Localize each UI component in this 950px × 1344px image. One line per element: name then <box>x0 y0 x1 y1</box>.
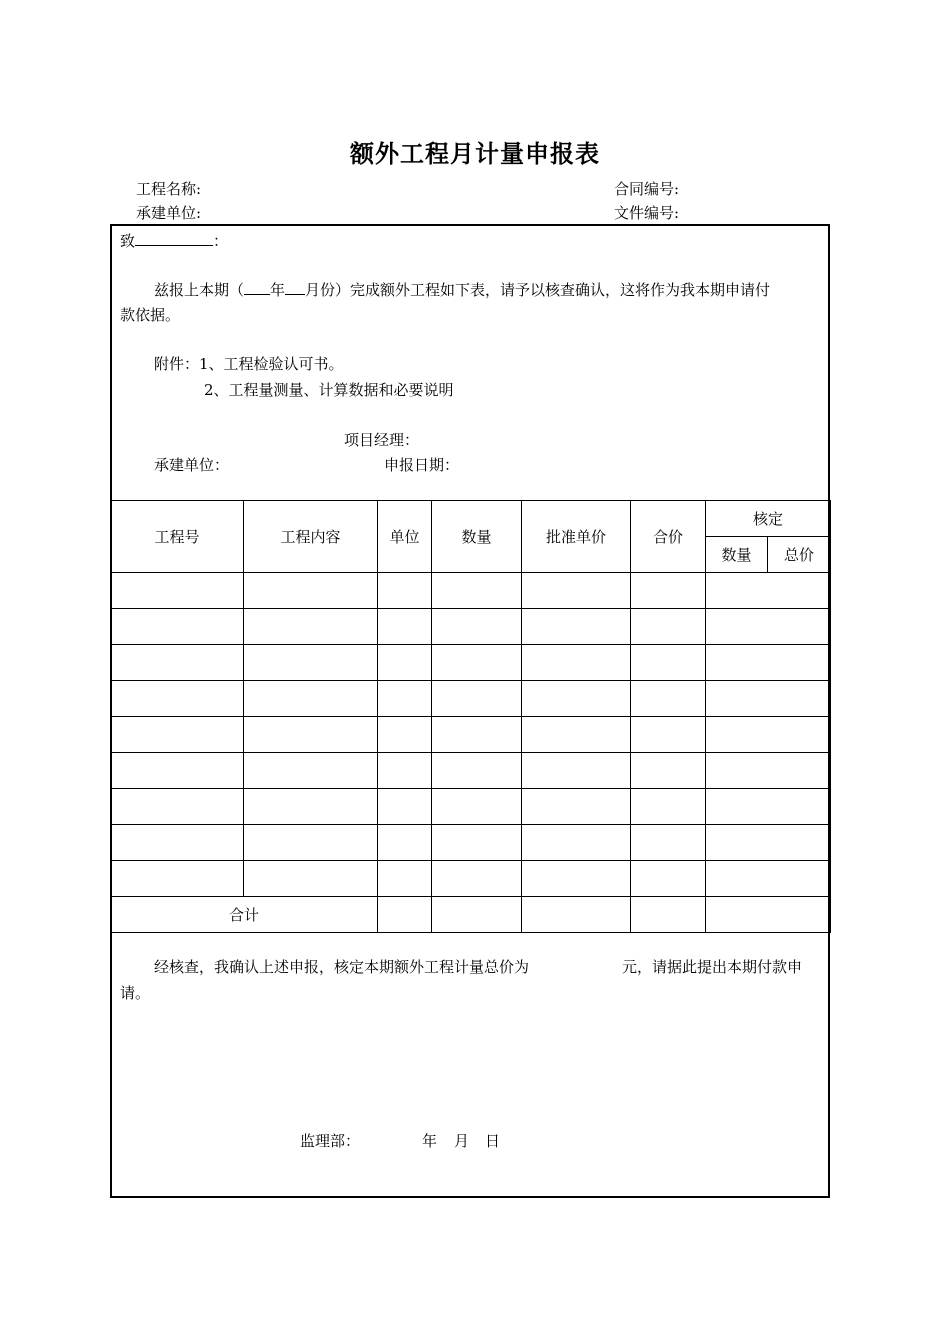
table-row <box>111 825 831 861</box>
approval-line-1b: 元，请据此提出本期付款申 <box>622 958 803 976</box>
month-blank[interactable] <box>285 280 305 295</box>
header-unit-price: 批准单价 <box>522 501 631 573</box>
header-content: 工程内容 <box>244 501 378 573</box>
contractor-sign-label: 承建单位： <box>154 456 230 474</box>
supervision-label: 监理部： <box>300 1132 361 1150</box>
sign-day: 日 <box>485 1132 501 1150</box>
sign-month: 月 <box>454 1132 470 1150</box>
page-title: 额外工程月计量申报表 <box>350 140 600 168</box>
table-row <box>111 789 831 825</box>
table-row <box>111 573 831 609</box>
header-approved: 核定 <box>706 501 831 537</box>
report-date-label: 申报日期： <box>384 456 460 474</box>
total-label: 合计 <box>111 897 378 933</box>
addressee-line <box>120 230 228 251</box>
declaration-line-2: 款依据。 <box>120 306 181 324</box>
approval-line-1a: 经核查，我确认上述申报，核定本期额外工程计量总价为 <box>154 958 530 976</box>
to-suffix: ： <box>213 232 229 250</box>
project-name-label: 工程名称: <box>136 180 202 198</box>
sign-year: 年 <box>422 1132 438 1150</box>
addressee-blank[interactable] <box>135 231 213 246</box>
contractor-label: 承建单位: <box>136 204 202 222</box>
header-item-no: 工程号 <box>111 501 244 573</box>
header-quantity: 数量 <box>432 501 522 573</box>
table-row <box>111 717 831 753</box>
header-approved-total: 总价 <box>768 537 831 573</box>
measurement-table <box>110 500 831 933</box>
para-start: 兹报上本期（ <box>154 281 245 299</box>
project-manager-label: 项目经理： <box>344 431 420 449</box>
contract-no-label: 合同编号: <box>614 180 680 198</box>
table-row <box>111 861 831 897</box>
header-amount: 合价 <box>631 501 706 573</box>
table-row <box>111 753 831 789</box>
attachment-1: 附件：1、工程检验认可书。 <box>154 355 344 373</box>
declaration-line-1 <box>154 279 770 300</box>
approval-line-2: 请。 <box>120 984 151 1002</box>
year-text: 年 <box>270 281 286 299</box>
table-row <box>111 645 831 681</box>
month-text: 月份）完成额外工程如下表，请予以核查确认，这将作为我本期申请付 <box>305 281 771 299</box>
table-row <box>111 681 831 717</box>
header-unit: 单位 <box>378 501 432 573</box>
file-no-label: 文件编号: <box>614 204 680 222</box>
total-row <box>111 897 831 933</box>
attachment-2: 2、工程量测量、计算数据和必要说明 <box>204 381 454 399</box>
table-row <box>111 609 831 645</box>
header-approved-quantity: 数量 <box>706 537 768 573</box>
to-prefix: 致 <box>120 232 136 250</box>
year-blank[interactable] <box>244 280 270 295</box>
